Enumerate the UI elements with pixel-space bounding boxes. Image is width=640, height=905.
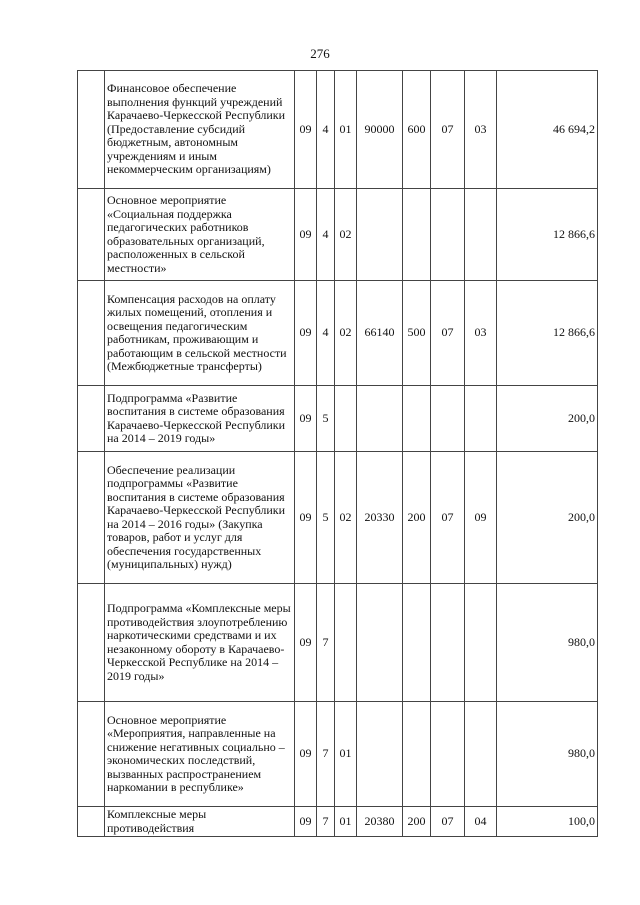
row-code-gp: 09 [295, 71, 317, 189]
row-code-pr [465, 702, 497, 807]
row-code-rz [431, 189, 465, 281]
row-code-vr: 200 [403, 452, 431, 584]
row-amount: 46 694,2 [497, 71, 598, 189]
row-code-om [335, 584, 357, 702]
row-code-napr: 20330 [357, 452, 403, 584]
row-code-pr: 03 [465, 71, 497, 189]
row-margin-cell [78, 702, 105, 807]
row-name: Подпрограмма «Развитие воспитания в системе образования Карачаево-Черкесской Республики на 2014 – 2019 годы» [105, 386, 295, 452]
budget-table [77, 70, 598, 837]
row-margin-cell [78, 281, 105, 386]
table-row [78, 584, 598, 702]
row-code-vr: 200 [403, 807, 431, 837]
row-code-vr [403, 584, 431, 702]
row-code-gp: 09 [295, 452, 317, 584]
row-code-pp: 5 [317, 386, 335, 452]
table-row [78, 189, 598, 281]
row-code-rz: 07 [431, 71, 465, 189]
row-code-pr: 09 [465, 452, 497, 584]
page-number: 276 [310, 46, 330, 61]
row-code-napr: 20380 [357, 807, 403, 837]
table-row [78, 71, 598, 189]
row-margin-cell [78, 71, 105, 189]
row-code-pr [465, 189, 497, 281]
row-code-om: 02 [335, 281, 357, 386]
row-code-rz: 07 [431, 281, 465, 386]
row-code-gp: 09 [295, 386, 317, 452]
row-amount: 980,0 [497, 584, 598, 702]
table-body [78, 71, 598, 837]
row-name: Подпрограмма «Комплексные меры противодействия злоупотреблению наркотическими средствами и их незаконному обороту в Карачаево-Черкесской Республике на 2014 – 2019 годы» [105, 584, 295, 702]
row-code-om [335, 386, 357, 452]
row-code-pr: 03 [465, 281, 497, 386]
row-code-om: 01 [335, 71, 357, 189]
row-code-pr: 04 [465, 807, 497, 837]
row-amount: 200,0 [497, 452, 598, 584]
row-code-napr [357, 702, 403, 807]
row-margin-cell [78, 584, 105, 702]
row-code-rz [431, 584, 465, 702]
row-code-gp: 09 [295, 281, 317, 386]
row-code-napr [357, 189, 403, 281]
row-code-napr [357, 584, 403, 702]
row-margin-cell [78, 386, 105, 452]
row-name: Финансовое обеспечение выполнения функций учреждений Карачаево-Черкесской Республики (Предоставление субсидий бюджетным, автономным учреждениям и иным некоммерческим организациям) [105, 71, 295, 189]
row-code-pp: 7 [317, 702, 335, 807]
row-name: Обеспечение реализации подпрограммы «Развитие воспитания в системе образования Карачаево-Черкесской Республики на 2014 – 2016 годы» (Закупка товаров, работ и услуг для обеспечения государственных (муниципальных) нужд) [105, 452, 295, 584]
row-margin-cell [78, 452, 105, 584]
row-code-vr: 600 [403, 71, 431, 189]
row-code-pp: 7 [317, 584, 335, 702]
row-code-om: 01 [335, 807, 357, 837]
row-code-rz [431, 702, 465, 807]
row-code-napr [357, 386, 403, 452]
row-name: Компенсация расходов на оплату жилых помещений, отопления и освещения педагогическим работникам, проживающим и работающим в сельской местности (Межбюджетные трансферты) [105, 281, 295, 386]
row-code-rz: 07 [431, 452, 465, 584]
row-code-vr [403, 702, 431, 807]
row-amount: 200,0 [497, 386, 598, 452]
row-code-pp: 4 [317, 281, 335, 386]
row-amount: 980,0 [497, 702, 598, 807]
row-code-pp: 4 [317, 189, 335, 281]
row-amount: 12 866,6 [497, 189, 598, 281]
row-code-gp: 09 [295, 702, 317, 807]
row-margin-cell [78, 807, 105, 837]
row-code-vr [403, 386, 431, 452]
row-code-gp: 09 [295, 807, 317, 837]
row-name: Основное мероприятие «Мероприятия, направленные на снижение негативных социально – экономических последствий, вызванных распространением наркомании в республике» [105, 702, 295, 807]
row-code-pp: 5 [317, 452, 335, 584]
row-code-napr: 66140 [357, 281, 403, 386]
row-code-rz [431, 386, 465, 452]
row-code-rz: 07 [431, 807, 465, 837]
row-code-pp: 4 [317, 71, 335, 189]
row-code-gp: 09 [295, 584, 317, 702]
row-code-pp: 7 [317, 807, 335, 837]
row-code-om: 01 [335, 702, 357, 807]
table-row [78, 281, 598, 386]
row-name: Основное мероприятие «Социальная поддержка педагогических работников образовательных организаций, расположенных в сельской местности» [105, 189, 295, 281]
row-code-om: 02 [335, 452, 357, 584]
table-row [78, 452, 598, 584]
row-margin-cell [78, 189, 105, 281]
table-row [78, 807, 598, 837]
row-amount: 12 866,6 [497, 281, 598, 386]
row-code-om: 02 [335, 189, 357, 281]
row-name: Комплексные меры противодействия [105, 807, 295, 837]
row-amount: 100,0 [497, 807, 598, 837]
row-code-pr [465, 584, 497, 702]
table-row [78, 386, 598, 452]
row-code-vr: 500 [403, 281, 431, 386]
row-code-pr [465, 386, 497, 452]
table-row [78, 702, 598, 807]
row-code-gp: 09 [295, 189, 317, 281]
row-code-vr [403, 189, 431, 281]
row-code-napr: 90000 [357, 71, 403, 189]
